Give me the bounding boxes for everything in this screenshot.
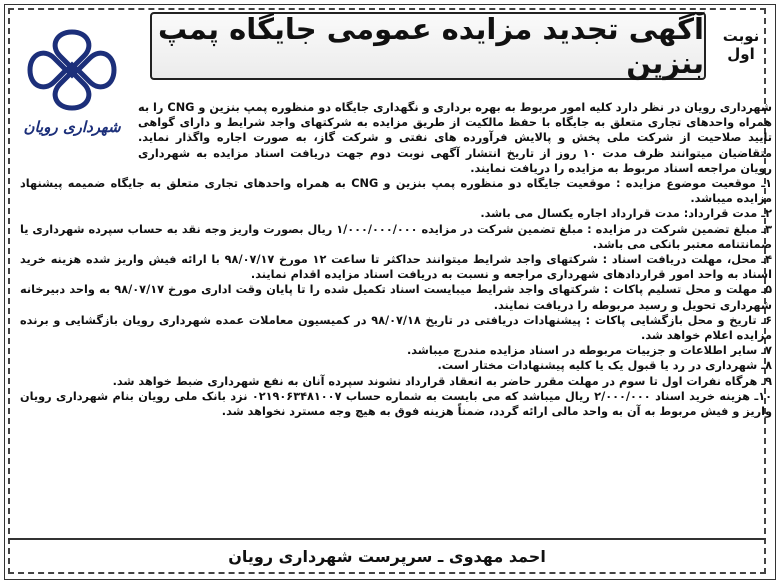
list-item: ۳ـ مبلغ تضمین شرکت در مزایده : مبلغ تضمین شرکت در مزایده ۱/۰۰۰/۰۰۰/۰۰۰ ریال بصورت واریز وجه نقد به حساب سپرده شهرداری یا ضمانتنامه معتبر بانکی می باشد. <box>20 222 772 251</box>
announcement-body <box>20 100 772 419</box>
list-item: ۹ـ هرگاه نفرات اول تا سوم در مهلت مقرر حاضر به انعقاد قرارداد نشوند سپرده آنان به نفع شهرداری ضبط خواهد شد. <box>112 374 772 388</box>
list-item: ۱۰ـ هزینه خرید اسناد ۲/۰۰۰/۰۰۰ ریال میباشد که می بایست به شماره حساب ۰۲۱۹۰۶۳۴۸۱۰۰۷ نزد بانک ملی رویان بنام شهرداری رویان واریز و فیش مربوط به آن به واحد مالی ارائه گردد، ضمناً هزینه فوق به هیچ وجه مسترد نخواهد شد. <box>20 389 772 419</box>
list-item: ۲ـ مدت قرارداد: مدت قرارداد اجاره یکسال می باشد. <box>480 207 772 221</box>
list-item: ۱ـ موقعیت موضوع مزایده : موقعیت جایگاه دو منظوره پمپ بنزین و CNG به همراه واحدهای تجاری متعلق به جایگاه ضمیمه پیشنهاد مزایده میباشد. <box>20 177 772 206</box>
signature-footer <box>8 538 766 572</box>
list-item: ۴ـ محل، مهلت دریافت اسناد : شرکتهای واجد شرایط میتوانند حداکثر تا ساعت ۱۲ مورخ ۹۸/۰۷/۱۷ با ارائه فیش واریز شده هزینه خرید اسناد به واحد امور قراردادهای شهرداری مراجعه و نسبت به دریافت اسناد مزایده اقدام نمایند. <box>20 253 773 282</box>
list-item: ۸ـ شهرداری در رد یا قبول یک یا کلیه پیشنهادات مختار است. <box>437 359 772 373</box>
intro-paragraph: شهرداری رویان در نظر دارد کلیه امور مربوط به بهره برداری و نگهداری جایگاه دو منظوره پمپ بنزین و CNG را به همراه واحدهای تجاری متعلق به جایگاه با حفظ مالکیت از طریق مزایده به شرکتهای واجد شرایط و دارای گواهی تایید صلاحیت از شرکت ملی پخش و پالایش فرآورده های نفتی و شرکت گاز، به صورت اجاره واگذار نماید. متقاضیان میتوانند ظرف مدت ۱۰ روز از تاریخ انتشار آگهی نوبت دوم جهت دریافت اسناد مزایده به شهرداری رویان مراجعه اسناد مربوط به مزایده را دریافت نمایند. <box>138 101 772 175</box>
publication-round-tag: نوبت اول <box>722 27 760 63</box>
page-title: آگهی تجدید مزایده عمومی جایگاه پمپ بنزین <box>158 12 704 80</box>
title-box <box>150 12 706 80</box>
list-item: ۶ـ تاریخ و محل بازگشایی پاکات : پیشنهادات دریافتی در تاریخ ۹۸/۰۷/۱۸ در کمیسیون معاملات عمده شهرداری رویان بازگشایی و برنده مزایده اعلام خواهد شد. <box>20 313 772 343</box>
logo-caption: شهرداری رویان <box>23 118 121 136</box>
signature-text: احمد مهدوی ـ سرپرست شهرداری رویان <box>228 546 546 566</box>
list-item: ۷ـ سایر اطلاعات و جزییات مربوطه در اسناد مزایده مندرج میباشد. <box>406 344 772 358</box>
list-item: ۵ـ مهلت و محل تسلیم پاکات : شرکتهای واجد شرایط میبایست اسناد تکمیل شده را تا پایان وقت اداری مورخ ۹۸/۰۷/۱۷ به واحد دبیرخانه شهرداری تحویل و رسید مربوطه را دریافت نمایند. <box>20 283 773 312</box>
